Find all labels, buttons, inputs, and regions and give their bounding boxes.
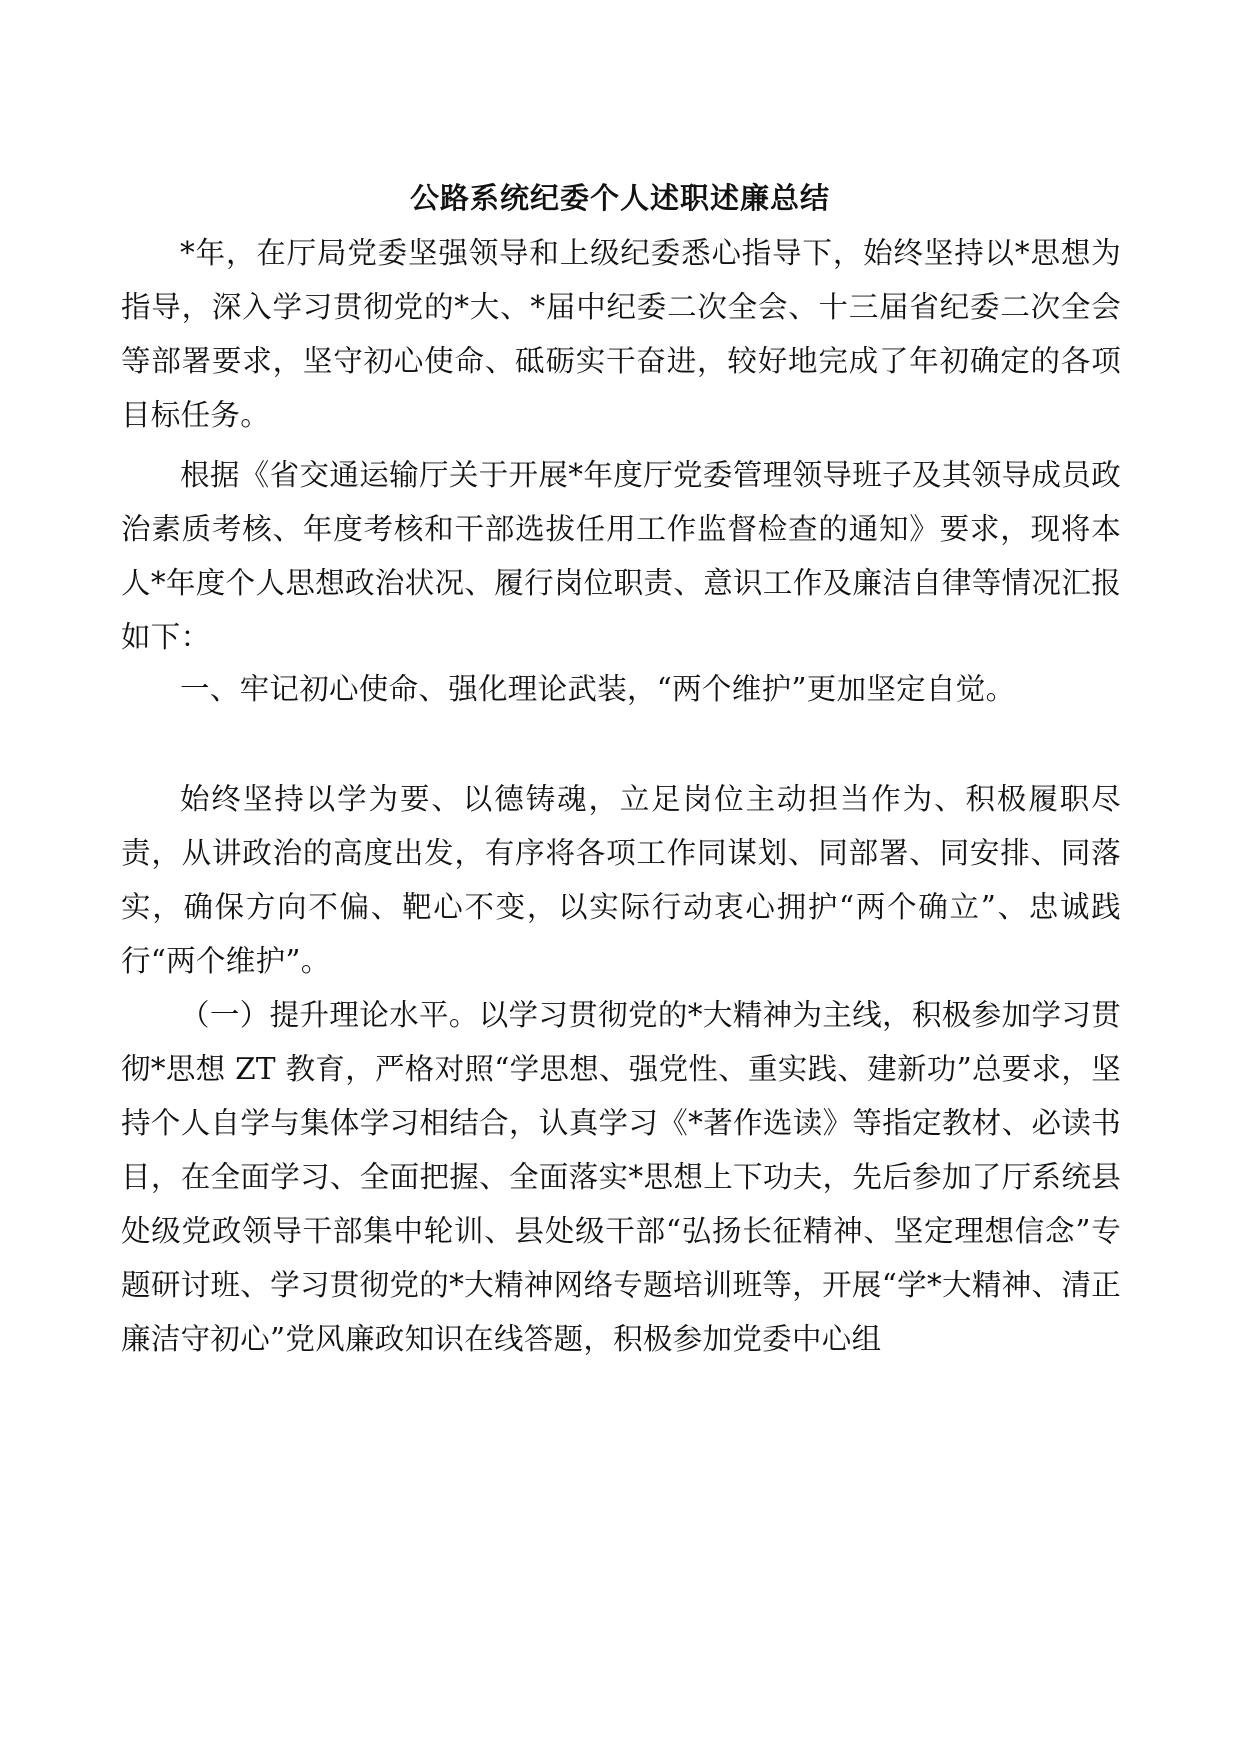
intro-paragraph: *年，在厅局党委坚强领导和上级纪委悉心指导下，始终坚持以*思想为指导，深入学习贯彻党的*大、*届中纪委二次全会、十三届省纪委二次全会等部署要求，坚守初心使命、砥砺实干奋进，较好地完成了年初确定的各项目标任务。 [121,236,1121,432]
basis-paragraph: 根据《省交通运输厅关于开展*年度厅党委管理领导班子及其领导成员政治素质考核、年度考核和干部选拔任用工作监督检查的通知》要求，现将本人*年度个人思想政治状况、履行岗位职责、意识工作及廉洁自律等情况汇报如下： [121,458,1121,654]
section-heading-1: 一、牢记初心使命、强化理论武装，“两个维护”更加坚定自觉。 [180,672,1016,706]
subsection-1-paragraph: （一）提升理论水平。以学习贯彻党的*大精神为主线，积极参加学习贯彻*思想 ZT 教育，严格对照“学思想、强党性、重实践、建新功”总要求，坚持个人自学与集体学习相结合，认真学习《*著作选读》等指定教材、必读书目，在全面学习、全面把握、全面落实*思想上下功夫，先后参加了厅系统县处级党政领导干部集中轮训、县处级干部“弘扬长征精神、坚定理想信念”专题研讨班、学习贯彻党的*大精神网络专题培训班等，开展“学*大精神、清正廉洁守初心”党风廉政知识在线答题，积极参加党委中心组 [121,998,1121,1356]
document-title: 公路系统纪委个人述职述廉总结 [409,181,830,215]
section-1-body-paragraph: 始终坚持以学为要、以德铸魂，立足岗位主动担当作为、积极履职尽责，从讲政治的高度出发，有序将各项工作同谋划、同部署、同安排、同落实，确保方向不偏、靶心不变，以实际行动衷心拥护“两个确立”、忠诚践行“两个维护”。 [121,782,1121,978]
